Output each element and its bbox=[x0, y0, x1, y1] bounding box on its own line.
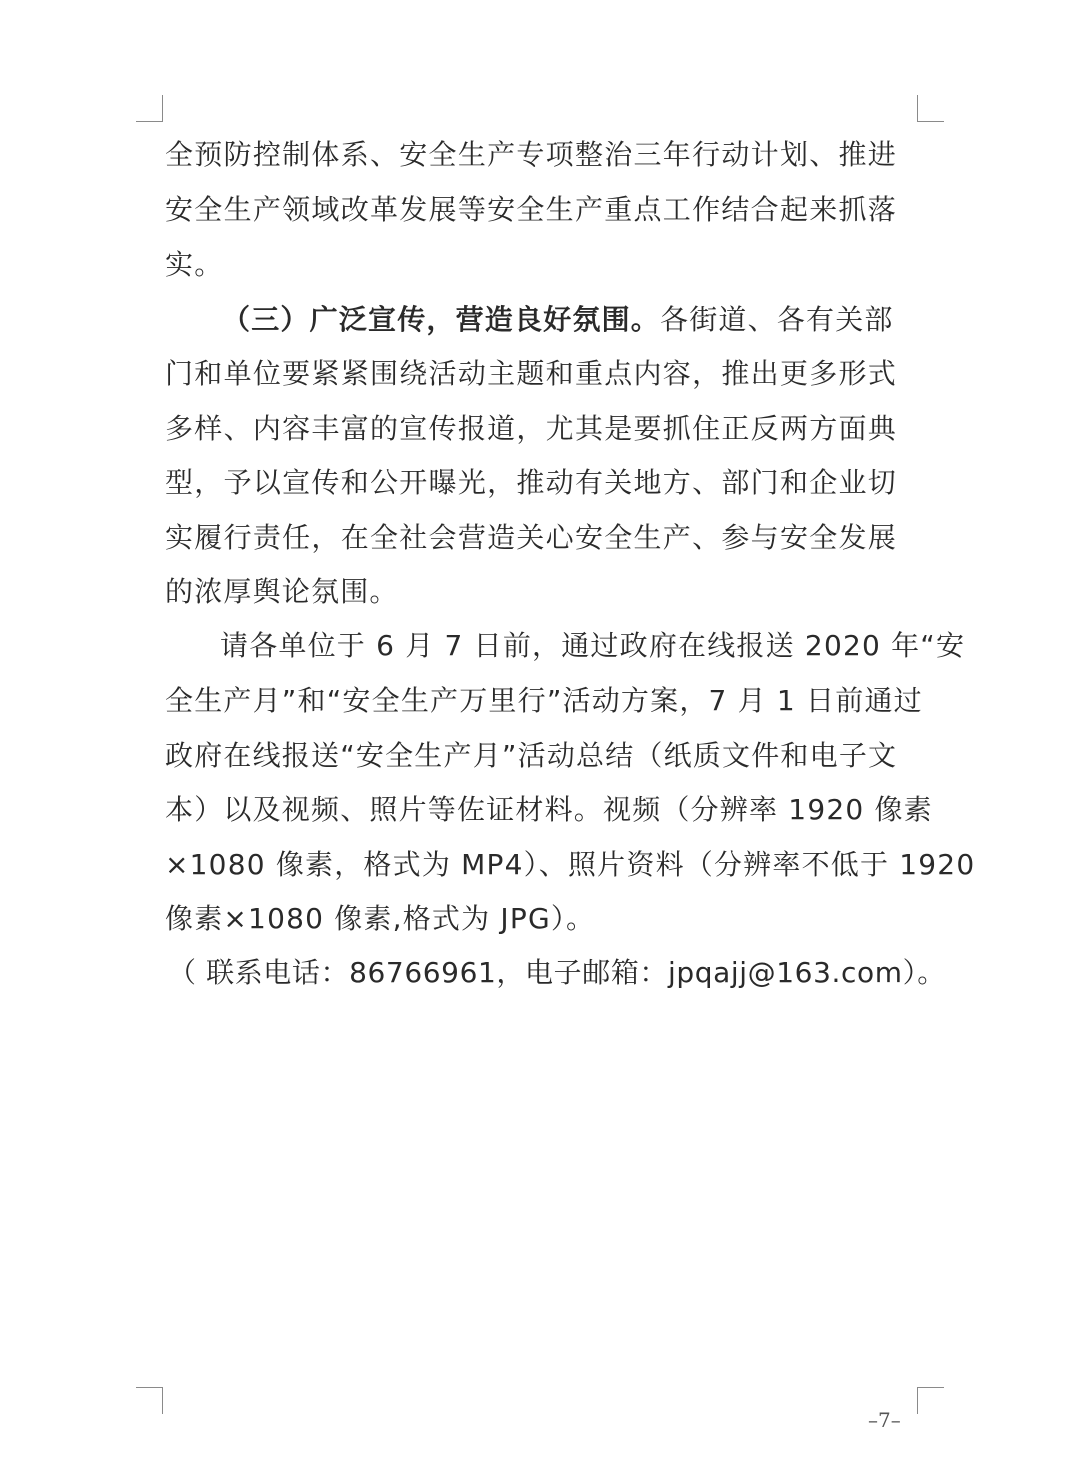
paragraph-3-line-1: 请各单位于 6 月 7 日前，通过政府在线报送 2020 年“安 bbox=[220, 629, 966, 662]
paragraph-1-line-2: 安全生产领域改革发展等安全生产重点工作结合起来抓落 bbox=[165, 193, 897, 226]
paragraph-3-line-5: ×1080 像素，格式为 MP4）、照片资料（分辨率不低于 1920 bbox=[165, 848, 976, 881]
paragraph-1-line-3: 实。 bbox=[165, 248, 224, 281]
contact-info: （ 联系电话：86766961，电子邮箱：jpqajj@163.com）。 bbox=[168, 956, 946, 989]
section-heading: （三）广泛宣传，营造良好氛围。 bbox=[222, 303, 661, 336]
paragraph-3-line-2: 全生产月”和“安全生产万里行”活动方案，7 月 1 日前通过 bbox=[165, 684, 923, 717]
paragraph-2-line-2: 门和单位要紧紧围绕活动主题和重点内容，推出更多形式 bbox=[165, 357, 897, 390]
paragraph-3-line-3: 政府在线报送“安全生产月”活动总结（纸质文件和电子文 bbox=[165, 739, 898, 772]
paragraph-2-line-1 bbox=[222, 300, 894, 340]
paragraph-2-line-3: 多样、内容丰富的宣传报道，尤其是要抓住正反两方面典 bbox=[165, 412, 897, 445]
paragraph-3-line-6: 像素×1080 像素,格式为 JPG）。 bbox=[165, 902, 596, 935]
crop-mark-top-right bbox=[917, 95, 944, 122]
crop-mark-bottom-right bbox=[917, 1387, 944, 1414]
paragraph-2-line-6: 的浓厚舆论氛围。 bbox=[165, 575, 399, 608]
crop-mark-bottom-left bbox=[136, 1387, 163, 1414]
paragraph-2-line-5: 实履行责任，在全社会营造关心安全生产、参与安全发展 bbox=[165, 521, 897, 554]
paragraph-2-line-4: 型，予以宣传和公开曝光，推动有关地方、部门和企业切 bbox=[165, 466, 897, 499]
paragraph-3-line-4: 本）以及视频、照片等佐证材料。视频（分辨率 1920 像素 bbox=[165, 793, 933, 826]
page-number: –7– bbox=[868, 1408, 901, 1432]
paragraph-2-line-1-text: 各街道、各有关部 bbox=[660, 303, 894, 336]
paragraph-1-line-1: 全预防控制体系、安全生产专项整治三年行动计划、推进 bbox=[165, 138, 897, 171]
crop-mark-top-left bbox=[136, 95, 163, 122]
